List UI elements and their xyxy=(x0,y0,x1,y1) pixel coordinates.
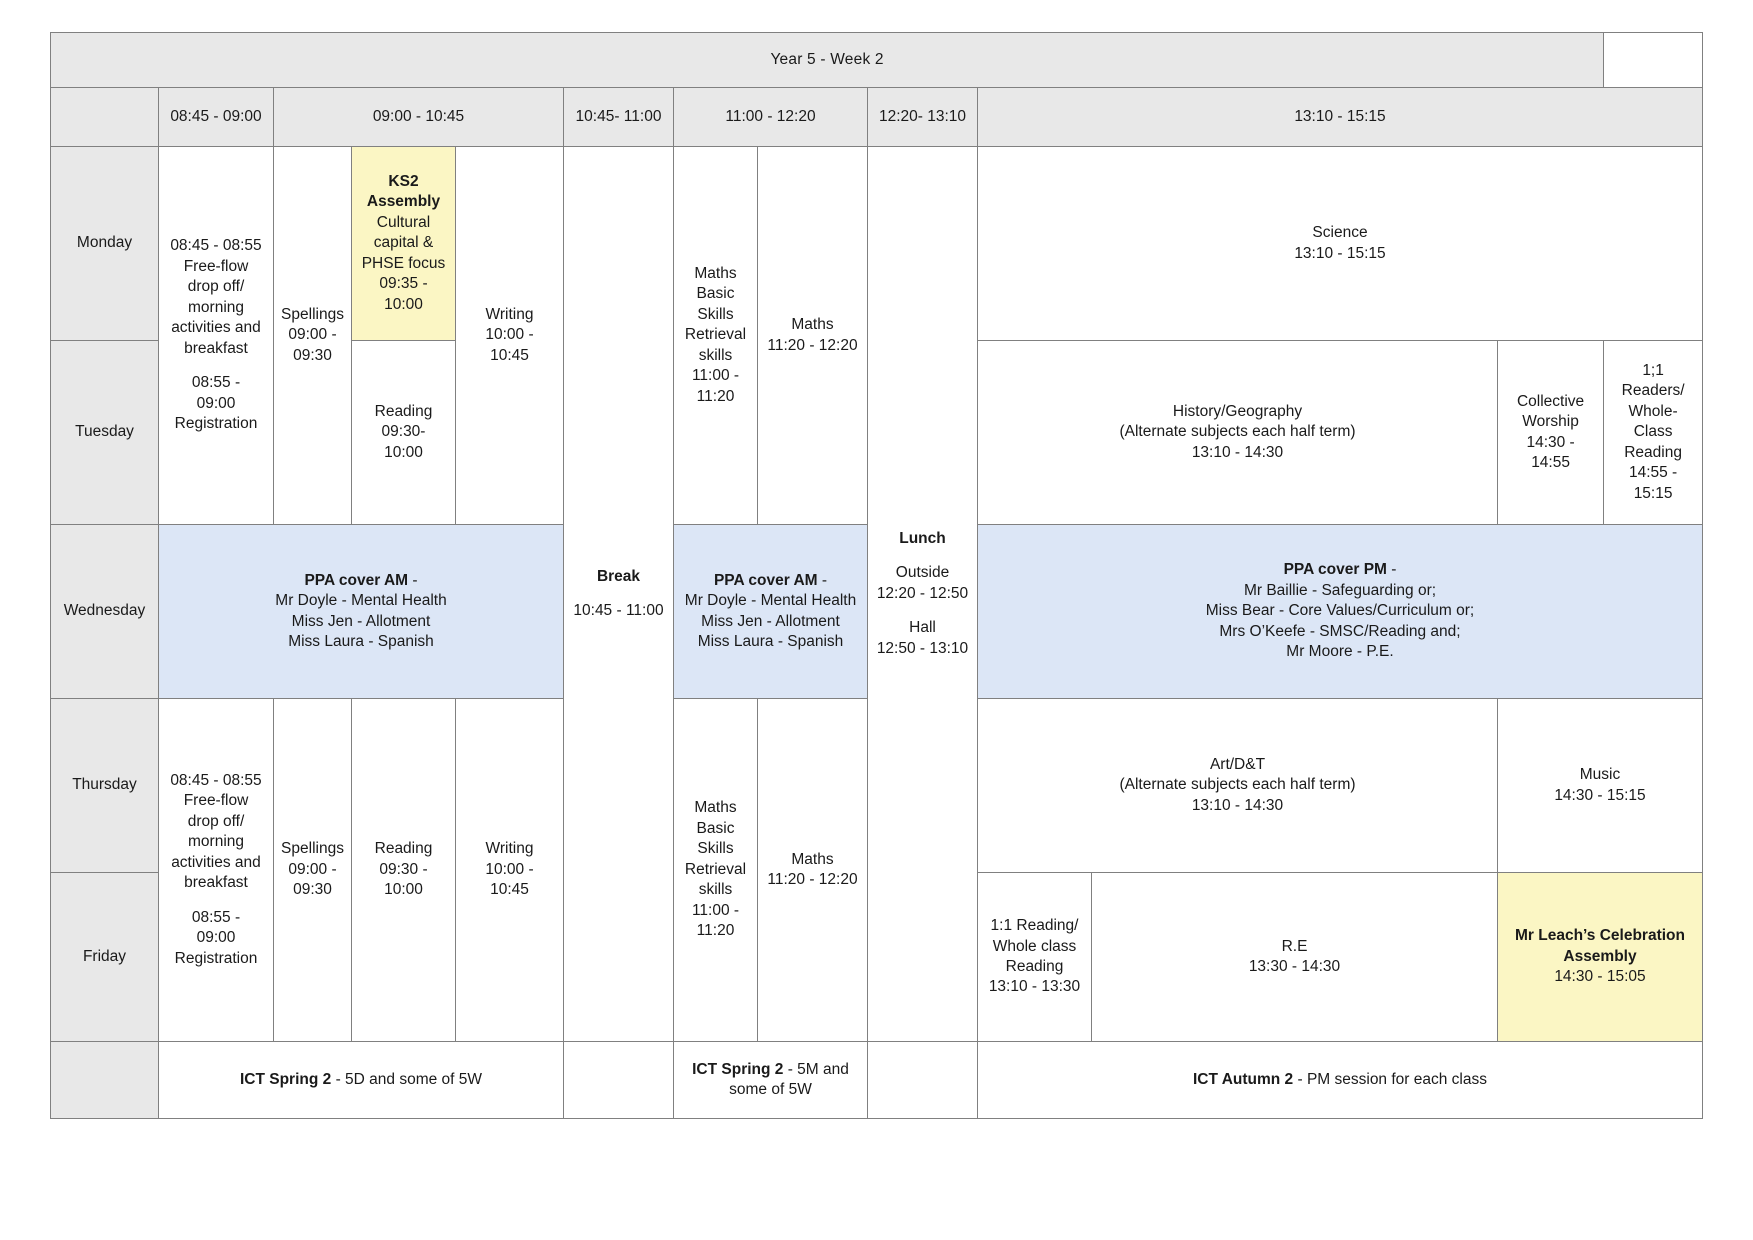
text-line: Collective xyxy=(1516,392,1585,410)
text-line: History/Geography xyxy=(1172,402,1303,420)
text-line: Miss Laura - Spanish xyxy=(697,632,844,650)
ppa-am2-title: PPA cover AM xyxy=(713,571,818,589)
text-line: Mr Doyle - Mental Health xyxy=(684,592,857,610)
cell-registration-thu-fri xyxy=(159,699,274,1042)
cell-break xyxy=(564,147,674,1042)
text-line: 09:30 xyxy=(293,881,332,899)
cell-ppa-cover-pm xyxy=(978,525,1703,699)
text-line: Miss Jen - Allotment xyxy=(291,612,431,630)
text-line: drop off/ xyxy=(187,278,245,296)
time-header-0900: 09:00 - 10:45 xyxy=(274,88,564,147)
text-line: Skills xyxy=(697,305,734,323)
time-header-row xyxy=(51,88,1703,147)
ppa-am-heading xyxy=(164,571,558,591)
text-line: skills xyxy=(698,881,733,899)
text-line: Mr Baillie - Safeguarding or; xyxy=(1243,581,1437,599)
cell-ict-autumn xyxy=(978,1042,1703,1119)
time-header-1045: 10:45- 11:00 xyxy=(564,88,674,147)
ppa-am-title: PPA cover AM xyxy=(304,571,409,589)
text-line: Basic xyxy=(696,285,735,303)
text-line: Science xyxy=(1312,224,1368,242)
text-line: 15:15 xyxy=(1633,484,1673,502)
time-header-1100: 11:00 - 12:20 xyxy=(674,88,868,147)
cell-maths-basic-skills-mon-tue xyxy=(674,147,758,525)
text-line: 11:20 - 12:20 xyxy=(767,871,858,888)
cell-ppa-cover-am-1 xyxy=(159,525,564,699)
text-line: 10:45 - 11:00 xyxy=(573,602,664,619)
text-line: breakfast xyxy=(184,874,248,892)
text-line: 11:20 xyxy=(696,922,735,940)
cell-maths-basic-skills-thu-fri xyxy=(674,699,758,1042)
text-line: PHSE focus xyxy=(361,254,446,272)
text-line: 09:00 xyxy=(196,394,236,412)
ppa-am2-heading xyxy=(679,571,862,591)
text-line: Maths xyxy=(791,316,834,334)
text-line: Assembly xyxy=(366,193,441,211)
timetable xyxy=(50,32,1703,1119)
text-line: 14:30 - 15:15 xyxy=(1554,786,1646,804)
cell-maths-mon-tue xyxy=(758,147,868,525)
text-line: Cultural xyxy=(376,213,431,231)
text-line: 09:00 - xyxy=(288,860,337,878)
cell-science-monday xyxy=(978,147,1703,341)
text-line: Assembly xyxy=(1563,947,1637,965)
cell-maths-thu-fri xyxy=(758,699,868,1042)
ict-break-spacer xyxy=(564,1042,674,1119)
text-line: Miss Bear - Core Values/Curriculum or; xyxy=(1205,602,1475,620)
text-line: 10:00 - xyxy=(485,860,534,878)
text-line: Mr Leach’s Celebration xyxy=(1515,927,1685,945)
text-line: 12:50 - 13:10 xyxy=(876,639,969,657)
text-line: Maths xyxy=(694,799,737,817)
cell-registration-mon-tue xyxy=(159,147,274,525)
cell-spellings-mon-tue xyxy=(274,147,352,525)
time-header-1220: 12:20- 13:10 xyxy=(868,88,978,147)
text-line: breakfast xyxy=(184,339,248,357)
text-line: 13:30 - 14:30 xyxy=(1248,958,1341,975)
text-line: activities and xyxy=(171,319,261,337)
text-line: Outside xyxy=(895,564,950,582)
time-header-0845: 08:45 - 09:00 xyxy=(159,88,274,147)
text-line: 08:45 - 08:55 xyxy=(170,771,262,789)
text-line: 14:55 xyxy=(1531,453,1570,471)
cell-ict-spring-am xyxy=(159,1042,564,1119)
ppa-pm-title: PPA cover PM xyxy=(1283,561,1387,579)
ppa-pm-heading xyxy=(983,560,1697,580)
text-line: 10:00 xyxy=(384,295,423,313)
text-line: 08:45 - 08:55 xyxy=(170,237,262,255)
text-line: Reading xyxy=(1005,958,1064,975)
cell-spellings-thu-fri xyxy=(274,699,352,1042)
text-line: Basic xyxy=(696,819,735,837)
cell-ppa-cover-am-2 xyxy=(674,525,868,699)
text-line: activities and xyxy=(171,853,261,871)
text-line: 08:55 - xyxy=(191,374,241,392)
text-line: capital & xyxy=(373,234,434,252)
cell-art-dt-thursday xyxy=(978,699,1498,873)
text-line: 13:10 - 15:15 xyxy=(1294,244,1386,262)
ict-autumn-detail: - PM session for each class xyxy=(1293,1070,1487,1088)
cell-reading-friday xyxy=(978,873,1092,1042)
text-line: Lunch xyxy=(899,529,946,547)
text-line: 10:45 xyxy=(490,346,529,364)
cell-collective-worship xyxy=(1498,341,1604,525)
text-line: Skills xyxy=(697,840,734,858)
text-line: Maths xyxy=(791,850,834,868)
text-line: Hall xyxy=(909,619,936,637)
text-line: R.E xyxy=(1281,937,1308,955)
text-line: (Alternate subjects each half term) xyxy=(1119,776,1356,794)
text-line: Free-flow xyxy=(183,792,249,810)
text-line: 09:30 xyxy=(293,346,332,364)
text-line: Break xyxy=(596,567,641,585)
ppa-am2-dash: - xyxy=(817,571,828,589)
row-monday xyxy=(51,147,1703,341)
text-line: 11:00 - xyxy=(691,901,740,919)
text-line: 13:10 - 14:30 xyxy=(1191,443,1284,461)
day-label-friday: Friday xyxy=(51,873,159,1042)
ppa-pm-dash: - xyxy=(1386,561,1397,579)
cell-history-geography-tuesday xyxy=(978,341,1498,525)
text-line: Reading xyxy=(374,402,433,420)
text-line: Whole-Class xyxy=(1628,402,1678,441)
text-line: skills xyxy=(698,346,733,364)
ict-spring-mid-detail1: - 5M and xyxy=(783,1060,849,1078)
text-line: 10:00 xyxy=(384,881,423,899)
day-label-wednesday: Wednesday xyxy=(51,525,159,699)
cell-reading-tuesday xyxy=(352,341,456,525)
text-line: 13:10 - 13:30 xyxy=(988,978,1081,996)
text-line: Retrieval xyxy=(684,860,747,878)
text-line: 09:30 - xyxy=(379,860,428,878)
cell-ict-spring-mid xyxy=(674,1042,868,1119)
day-label-monday: Monday xyxy=(51,147,159,341)
cell-lunch xyxy=(868,147,978,1042)
page-title: Year 5 - Week 2 xyxy=(51,33,1604,88)
text-line: Mrs O’Keefe - SMSC/Reading and; xyxy=(1219,622,1461,640)
time-header-1310: 13:10 - 15:15 xyxy=(978,88,1703,147)
text-line: 09:00 - xyxy=(288,326,337,344)
ppa-am-dash: - xyxy=(408,571,418,589)
text-line: 10:45 xyxy=(490,881,529,899)
title-row xyxy=(51,33,1703,88)
text-line: morning xyxy=(188,833,244,851)
text-line: (Alternate subjects each half term) xyxy=(1119,423,1356,441)
text-line: Music xyxy=(1579,766,1621,784)
text-line: Miss Jen - Allotment xyxy=(701,612,840,630)
text-line: 14:30 - xyxy=(1526,433,1575,451)
text-line: Writing xyxy=(485,305,534,323)
cell-music-thursday xyxy=(1498,699,1703,873)
text-line: 1;1 Readers/ xyxy=(1621,361,1685,400)
text-line: Spellings xyxy=(281,305,344,323)
ict-autumn-label: ICT Autumn 2 xyxy=(1193,1070,1294,1088)
text-line: 09:30- xyxy=(381,423,426,441)
cell-readers-whole-class-reading xyxy=(1604,341,1703,525)
text-line: 14:30 - 15:05 xyxy=(1554,968,1646,986)
text-line: Spellings xyxy=(281,840,344,858)
text-line: 13:10 - 14:30 xyxy=(1191,796,1284,814)
text-line: Retrieval xyxy=(684,326,747,344)
text-line: Miss Laura - Spanish xyxy=(288,632,434,650)
text-line: Free-flow xyxy=(183,257,249,275)
text-line: 12:20 - 12:50 xyxy=(876,584,969,602)
ict-spring-mid-detail2: some of 5W xyxy=(729,1081,812,1098)
text-line: 11:20 xyxy=(696,387,735,405)
text-line: Worship xyxy=(1522,413,1579,431)
text-line: Art/D&T xyxy=(1209,755,1266,773)
corner-cell xyxy=(51,88,159,147)
text-line: 09:35 - xyxy=(379,275,428,293)
ict-spring-am-detail: - 5D and some of 5W xyxy=(331,1070,483,1088)
cell-reading-thu-fri xyxy=(352,699,456,1042)
row-ict xyxy=(51,1042,1703,1119)
text-line: 10:00 - xyxy=(485,326,534,344)
text-line: Maths xyxy=(694,264,737,282)
text-line: morning xyxy=(188,298,244,316)
text-line: KS2 xyxy=(388,172,419,190)
text-line: 10:00 xyxy=(384,443,423,461)
text-line: 08:55 - xyxy=(191,908,241,926)
cell-re-friday xyxy=(1092,873,1498,1042)
text-line: drop off/ xyxy=(187,812,245,830)
ict-spring-am-label: ICT Spring 2 xyxy=(239,1070,332,1088)
text-line: Registration xyxy=(174,949,258,967)
cell-ks2-assembly xyxy=(352,147,456,341)
text-line: 11:20 - 12:20 xyxy=(767,336,858,354)
cell-writing-thu-fri xyxy=(456,699,564,1042)
text-line: Writing xyxy=(485,840,534,858)
text-line: Mr Moore - P.E. xyxy=(1286,643,1394,661)
ict-spring-mid-label: ICT Spring 2 xyxy=(692,1060,784,1078)
cell-celebration-assembly xyxy=(1498,873,1703,1042)
text-line: 11:00 - xyxy=(691,367,740,385)
text-line: 14:55 - xyxy=(1628,464,1678,482)
text-line: 1:1 Reading/ xyxy=(990,917,1079,935)
text-line: Reading xyxy=(374,840,433,858)
day-label-tuesday: Tuesday xyxy=(51,341,159,525)
text-line: Whole class xyxy=(992,937,1077,955)
cell-writing-mon-tue xyxy=(456,147,564,525)
text-line: 09:00 xyxy=(196,929,236,947)
text-line: Registration xyxy=(174,415,258,433)
ict-spring-mid-line1 xyxy=(679,1060,862,1080)
ict-lunch-spacer xyxy=(868,1042,978,1119)
text-line: Mr Doyle - Mental Health xyxy=(275,592,447,610)
text-line: Reading xyxy=(1624,443,1682,461)
ict-row-spacer xyxy=(51,1042,159,1119)
day-label-thursday: Thursday xyxy=(51,699,159,873)
